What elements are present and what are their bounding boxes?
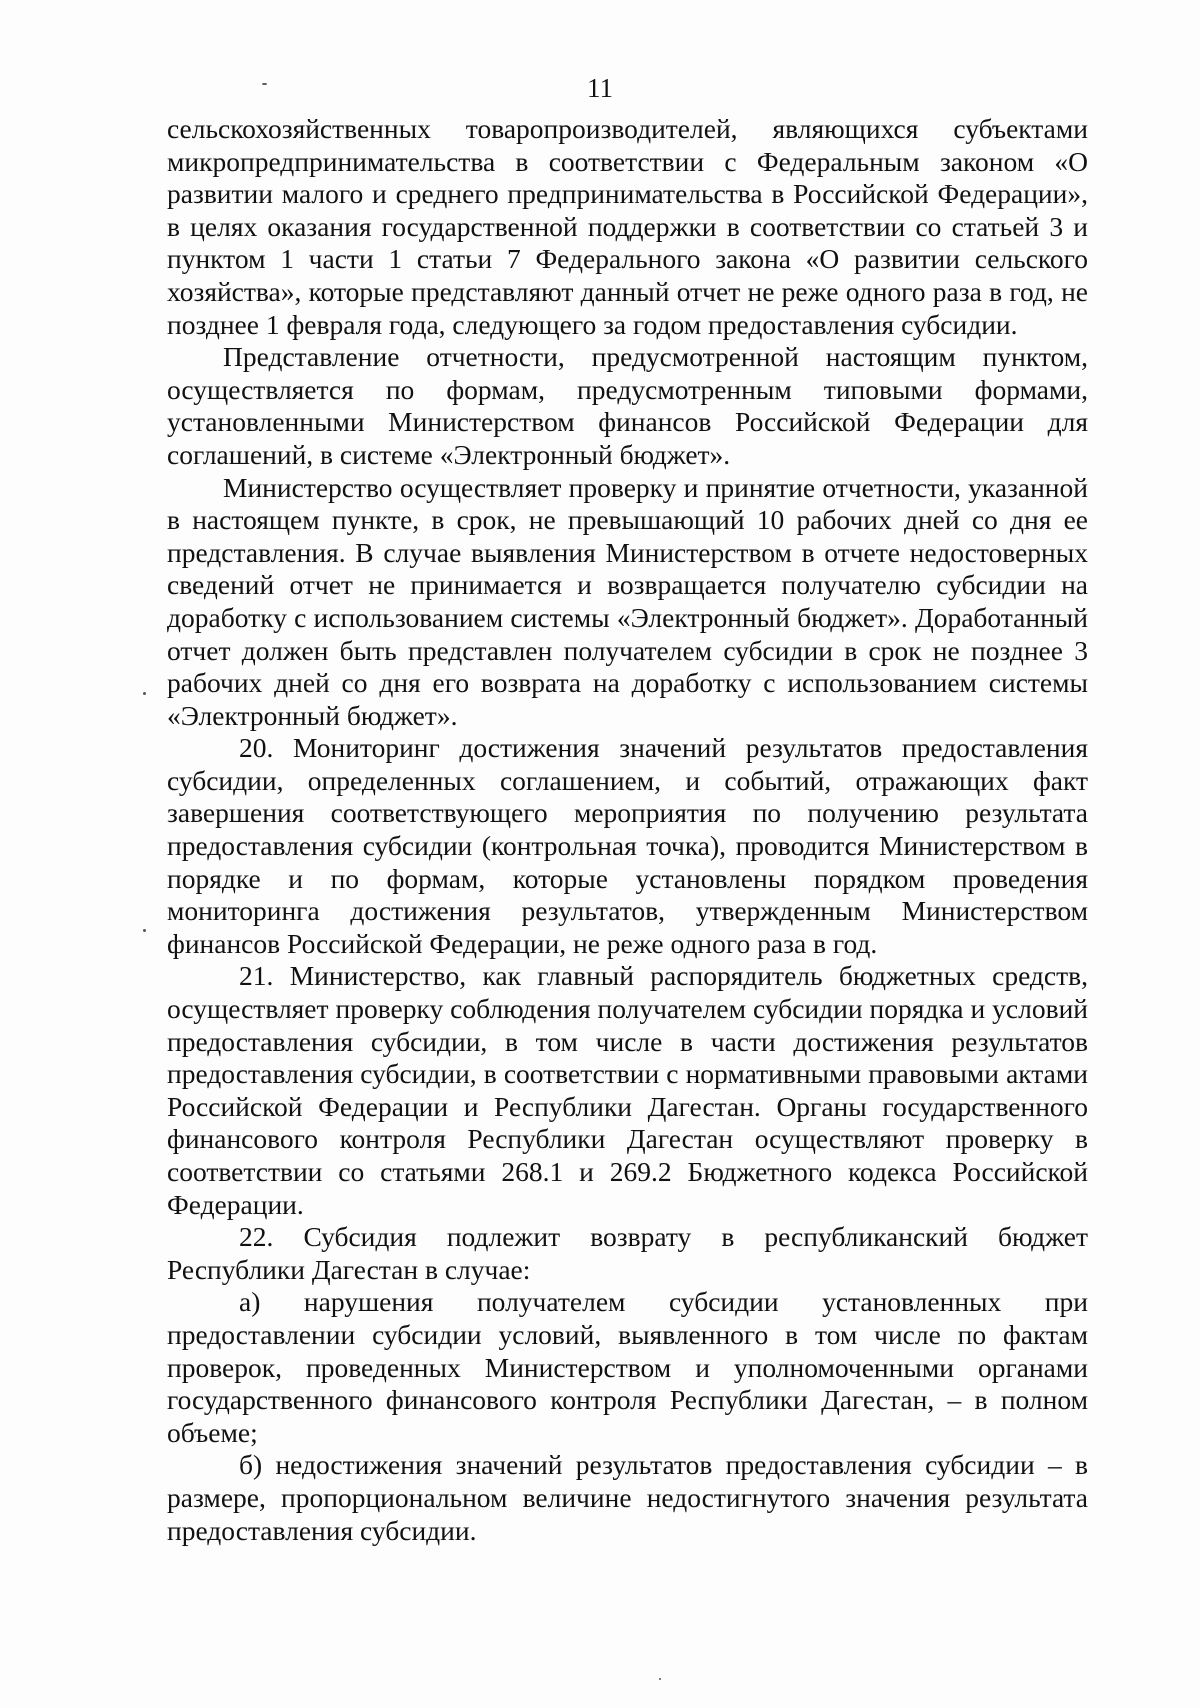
scan-speck bbox=[143, 692, 146, 695]
paragraph-item-20: 20. Мониторинг достижения значений результатов предоставления субсидии, определенных соглашением, и событий, отражающих факт завершения соответствующего мероприятия по получению результата предоставления субсидии (контрольная точка), проводится Министерством в порядке и по формам, которые установлены порядком проведения мониторинга достижения результатов, утвержденным Министерством финансов Российской Федерации, не реже одного раза в год. bbox=[167, 732, 1088, 959]
scan-speck bbox=[143, 929, 146, 932]
paragraph-reporting-forms: Представление отчетности, предусмотренной настоящим пунктом, осуществляется по формам, предусмотренным типовыми формами, установленными Министерством финансов Российской Федерации для соглашений, в системе «Электронный бюджет». bbox=[167, 341, 1088, 470]
paragraph-subitem-a: а) нарушения получателем субсидии установленных при предоставлении субсидии условий, выявленного в том числе по фактам проверок, проведенных Министерством и уполномоченными органами государственного финансового контроля Республики Дагестан, – в полном объеме; bbox=[167, 1286, 1088, 1448]
paragraph-item-22: 22. Субсидия подлежит возврату в республиканский бюджет Республики Дагестан в случае: bbox=[167, 1221, 1088, 1285]
paragraph-item-21: 21. Министерство, как главный распорядитель бюджетных средств, осуществляет проверку соблюдения получателем субсидии порядка и условий предоставления субсидии, в том числе в части достижения результатов предоставления субсидии, в соответствии с нормативными правовыми актами Российской Федерации и Республики Дагестан. Органы государственного финансового контроля Республики Дагестан осуществляют проверку в соответствии со статьями 268.1 и 269.2 Бюджетного кодекса Российской Федерации. bbox=[167, 960, 1088, 1220]
paragraph-continuation: сельскохозяйственных товаропроизводителей, являющихся субъектами микропредпринимательства в соответствии с Федеральным законом «О развитии малого и среднего предпринимательства в Российской Федерации», в целях оказания государственной поддержки в соответствии со статьей 3 и пунктом 1 части 1 статьи 7 Федерального закона «О развитии сельского хозяйства», которые представляют данный отчет не реже одного раза в год, не позднее 1 февраля года, следующего за годом предоставления субсидии. bbox=[167, 113, 1088, 340]
document-body bbox=[167, 113, 1088, 1547]
paragraph-subitem-b: б) недостижения значений результатов предоставления субсидии – в размере, пропорциональном величине недостигнутого значения результата предоставления субсидии. bbox=[167, 1449, 1088, 1546]
paragraph-report-verification: Министерство осуществляет проверку и принятие отчетности, указанной в настоящем пункте, в срок, не превышающий 10 рабочих дней со дня ее представления. В случае выявления Министерством в отчете недостоверных сведений отчет не принимается и возвращается получателю субсидии на доработку с использованием системы «Электронный бюджет». Доработанный отчет должен быть представлен получателем субсидии в срок не позднее 3 рабочих дней со дня его возврата на доработку с использованием системы «Электронный бюджет». bbox=[167, 471, 1088, 731]
page-number: 11 bbox=[587, 73, 613, 103]
scan-speck bbox=[262, 83, 267, 85]
scan-speck bbox=[659, 1678, 661, 1680]
